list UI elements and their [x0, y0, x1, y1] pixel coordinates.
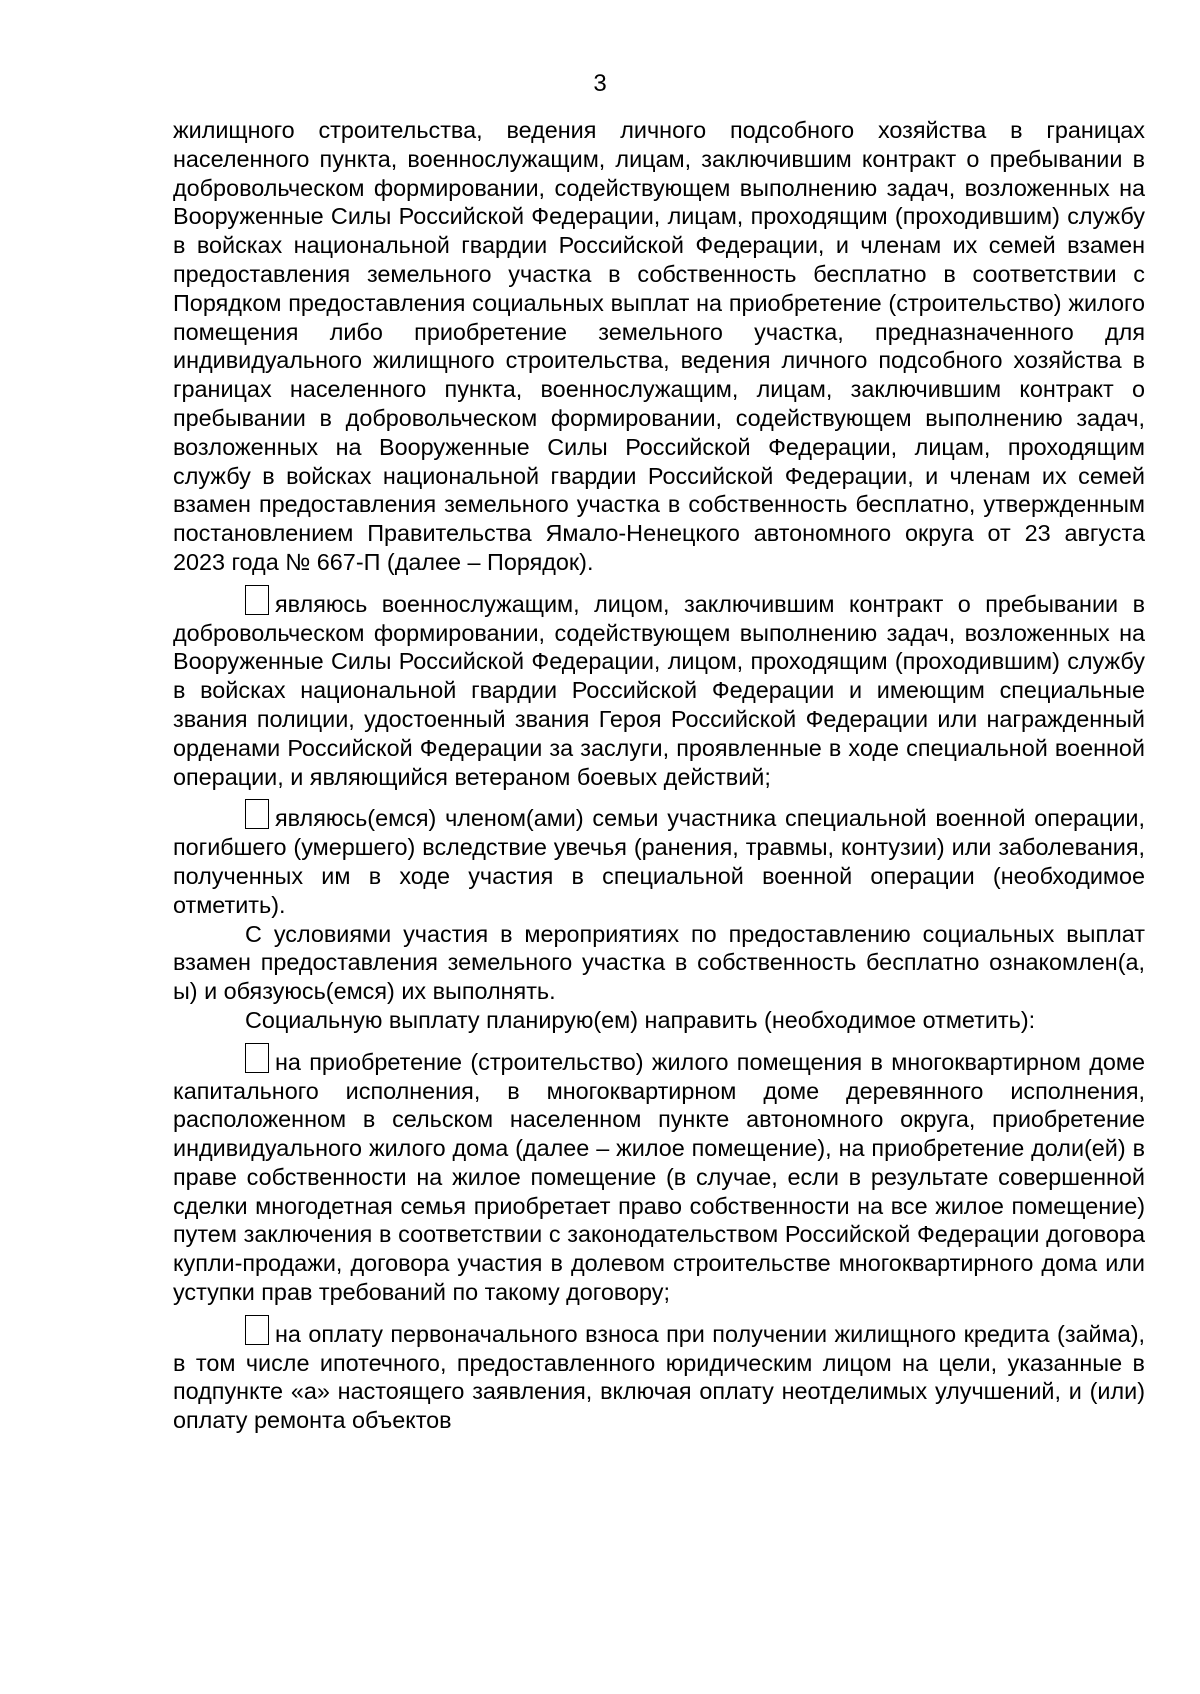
- checkbox-down-payment[interactable]: [245, 1315, 269, 1345]
- paragraph-text: являюсь военнослужащим, лицом, заключившим контракт о пребывании в добровольческом формировании, содействующем выполнению задач, возложенных на Вооруженные Силы Российской Федерации, лицом, проходящим (проходившим) службу в войсках национальной гвардии Российской Федерации и имеющим специальные звания полиции, удостоенный звания Героя Российской Федерации или награжденный орденами Российской Федерации за заслуги, проявленные в ходе специальной военной операции, и являющийся ветераном боевых действий;: [173, 590, 1145, 790]
- paragraph-conditions: [173, 920, 1145, 1006]
- paragraph-text: С условиями участия в мероприятиях по предоставлению социальных выплат взамен предоставления земельного участка в собственность бесплатно ознакомлен(а, ы) и обязуюсь(емся) их выполнять.: [173, 920, 1145, 1005]
- paragraph-text: жилищного строительства, ведения личного подсобного хозяйства в границах населенного пункта, военнослужащим, лицам, заключившим контракт о пребывании в добровольческом формировании, содействующем выполнению задач, возложенных на Вооруженные Силы Российской Федерации, лицам, проходящим (проходившим) службу в войсках национальной гвардии Российской Федерации, и членам их семей взамен предоставления земельного участка в собственность бесплатно в соответствии с Порядком предоставления социальных выплат на приобретение (строительство) жилого помещения либо приобретение земельного участка, предназначенного для индивидуального жилищного строительства, ведения личного подсобного хозяйства в границах населенного пункта, военнослужащим, лицам, заключившим контракт о пребывании в добровольческом формировании, содействующем выполнению задач, возложенных на Вооруженные Силы Российской Федерации, лицам, проходящим службу в войсках национальной гвардии Российской Федерации, и членам их семей взамен предоставления земельного участка в собственность бесплатно, утвержденным постановлением Правительства Ямало-Ненецкого автономного округа от 23 августа 2023 года № 667-П (далее – Порядок).: [173, 117, 1145, 575]
- page-number: 3: [593, 70, 607, 97]
- paragraph-option-family-member: [173, 799, 1145, 919]
- checkbox-family-member[interactable]: [245, 799, 269, 829]
- checkbox-serviceman[interactable]: [245, 585, 269, 615]
- paragraph-option-purchase: [173, 1043, 1145, 1307]
- paragraph-text: Социальную выплату планирую(ем) направить (необходимое отметить):: [245, 1006, 1036, 1033]
- paragraph-intro-continuation: [173, 116, 1145, 577]
- paragraph-option-down-payment: [173, 1315, 1145, 1435]
- paragraph-text: на приобретение (строительство) жилого помещения в многоквартирном доме капитального исполнения, в многоквартирном доме деревянного исполнения, расположенном в сельском населенном пункте автономного округа, приобретение индивидуального жилого дома (далее – жилое помещение), на приобретение доли(ей) в праве собственности на жилое помещение (в случае, если в результате совершенной сделки многодетная семья приобретает право собственности на все жилое помещение) путем заключения в соответствии с законодательством Российской Федерации договора купли-продажи, договора участия в долевом строительстве многоквартирного дома или уступки прав требований по такому договору;: [173, 1048, 1145, 1306]
- paragraph-payment-direction: [173, 1006, 1145, 1035]
- checkbox-purchase[interactable]: [245, 1043, 269, 1073]
- paragraph-text: на оплату первоначального взноса при получении жилищного кредита (займа), в том числе ипотечного, предоставленного юридическим лицом на цели, указанные в подпункте «а» настоящего заявления, включая оплату неотделимых улучшений, и (или) оплату ремонта объектов: [173, 1320, 1145, 1434]
- paragraph-text: являюсь(емся) членом(ами) семьи участника специальной военной операции, погибшего (умершего) вследствие увечья (ранения, травмы, контузии) или заболевания, полученных им в ходе участия в специальной военной операции (необходимое отметить).: [173, 805, 1145, 918]
- document-body: [173, 116, 1145, 1435]
- paragraph-option-serviceman: [173, 585, 1145, 792]
